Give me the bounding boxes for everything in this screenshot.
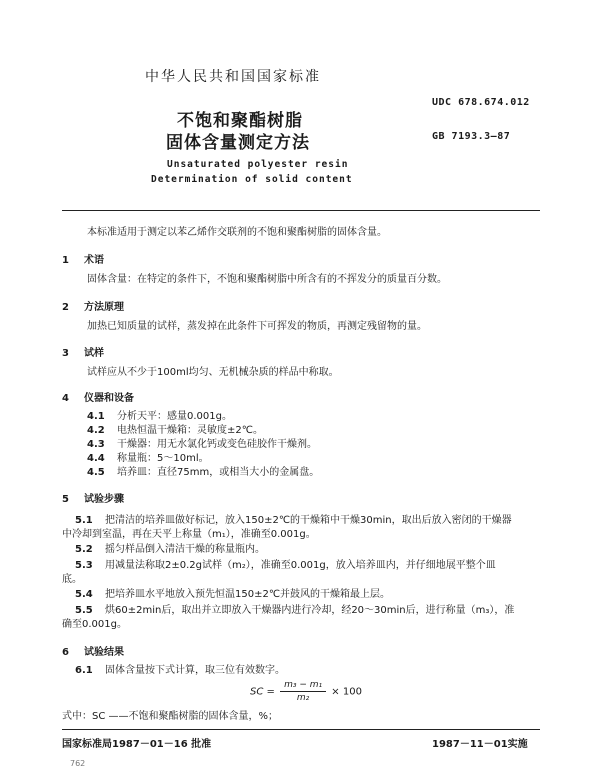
item-number: 4.2 [87,425,105,436]
item-number: 4.4 [87,453,105,464]
section-1-heading [62,251,104,266]
section-4-number: 4 [62,393,69,404]
step-text: 固体含量按下式计算，取三位有效数字。 [105,665,285,676]
section-3-number: 3 [62,348,69,359]
item-number: 4.3 [87,439,105,450]
section-5-number: 5 [62,494,69,505]
section-3-body: 试样应从不少于100ml均匀、无机械杂质的样品中称取。 [87,367,339,378]
step-number: 5.3 [75,560,93,571]
step-5-4 [75,588,390,602]
title-en-line1: Unsaturated polyester resin [167,159,349,170]
formula-where-clause: 式中：SC ——不饱和聚酯树脂的固体含量，%； [62,711,279,722]
formula-fraction [280,680,326,703]
item-text: 电热恒温干燥箱：灵敏度±2℃。 [117,425,263,436]
list-item [87,424,263,438]
section-2-body: 加热已知质量的试样，蒸发掉在此条件下可挥发的物质，再测定残留物的量。 [87,321,427,332]
formula-numerator: m₃ − m₁ [280,680,326,692]
intro-text: 本标准适用于测定以苯乙烯作交联剂的不饱和聚酯树脂的固体含量。 [87,227,387,238]
step-text: 把清洁的培养皿做好标记，放入150±2℃的干燥箱中干燥30min，取出后放入密闭的干燥器 [105,515,512,526]
section-2-number: 2 [62,302,69,313]
formula-denominator: m₂ [296,693,310,703]
section-4-heading [62,389,134,404]
country-standard-heading: 中华人民共和国国家标准 [145,69,321,85]
step-5-3-continued: 底。 [62,574,82,585]
solid-content-formula [250,680,362,703]
section-6-heading [62,643,124,658]
section-6-title: 试验结果 [84,647,124,658]
section-6-number: 6 [62,647,69,658]
title-cn-line1: 不饱和聚酯树脂 [177,111,303,131]
step-text: 用减量法称取2±0.2g试样（m₂），准确至0.001g，放入培养皿内，并仔细地展平整个皿 [105,560,496,571]
step-text: 把培养皿水平地放入预先恒温150±2℃并鼓风的干燥箱最上层。 [105,589,391,600]
section-3-title: 试样 [84,348,104,359]
page-number: 762 [70,759,86,768]
section-3-heading [62,344,104,359]
result-6-1 [75,664,285,678]
step-number: 5.4 [75,589,93,600]
list-item [87,410,232,424]
step-number: 5.5 [75,605,93,616]
step-5-5-continued: 确至0.001g。 [62,619,127,630]
gb-number: GB 7193.3—87 [432,131,511,142]
udc-number: UDC 678.674.012 [432,97,530,108]
step-number: 5.1 [75,515,93,526]
formula-lhs: SC = [250,686,275,698]
section-1-body: 固体含量：在特定的条件下，不饱和聚酯树脂中所含有的不挥发分的质量百分数。 [87,274,447,285]
item-text: 培养皿：直径75mm，或相当大小的金属盘。 [117,467,320,478]
item-number: 4.1 [87,411,105,422]
item-number: 4.5 [87,467,105,478]
section-5-heading [62,490,124,505]
step-number: 5.2 [75,544,93,555]
step-5-1-continued: 中冷却到室温，再在天平上称量（m₁），准确至0.001g。 [62,529,316,540]
step-5-3 [75,559,496,573]
item-text: 称量瓶：5～10ml。 [117,453,209,464]
footer-rule [62,729,540,730]
section-1-number: 1 [62,255,69,266]
section-5-title: 试验步骤 [84,494,124,505]
list-item [87,438,317,452]
approval-date: 国家标准局1987－01－16 批准 [62,739,212,750]
step-text: 烘60±2min后，取出并立即放入干燥器内进行冷却，经20～30min后，进行称量（m₃），准 [105,605,515,616]
item-text: 分析天平：感量0.001g。 [117,411,232,422]
step-5-5 [75,604,514,618]
section-4-title: 仪器和设备 [84,393,134,404]
item-text: 干燥器：用无水氯化钙或变色硅胶作干燥剂。 [117,439,317,450]
step-5-2 [75,543,265,557]
title-en-line2: Determination of solid content [151,174,353,185]
step-text: 摇匀样品倒入清洁干燥的称量瓶内。 [105,544,265,555]
list-item [87,452,209,466]
section-2-heading [62,298,124,313]
effective-date: 1987－11－01实施 [432,739,528,750]
section-2-title: 方法原理 [84,302,124,313]
list-item [87,466,319,480]
title-cn-line2: 固体含量测定方法 [166,133,310,153]
step-5-1 [75,514,512,528]
formula-rhs: × 100 [331,686,362,698]
header-rule [62,210,540,211]
step-number: 6.1 [75,665,93,676]
section-1-title: 术语 [84,255,104,266]
